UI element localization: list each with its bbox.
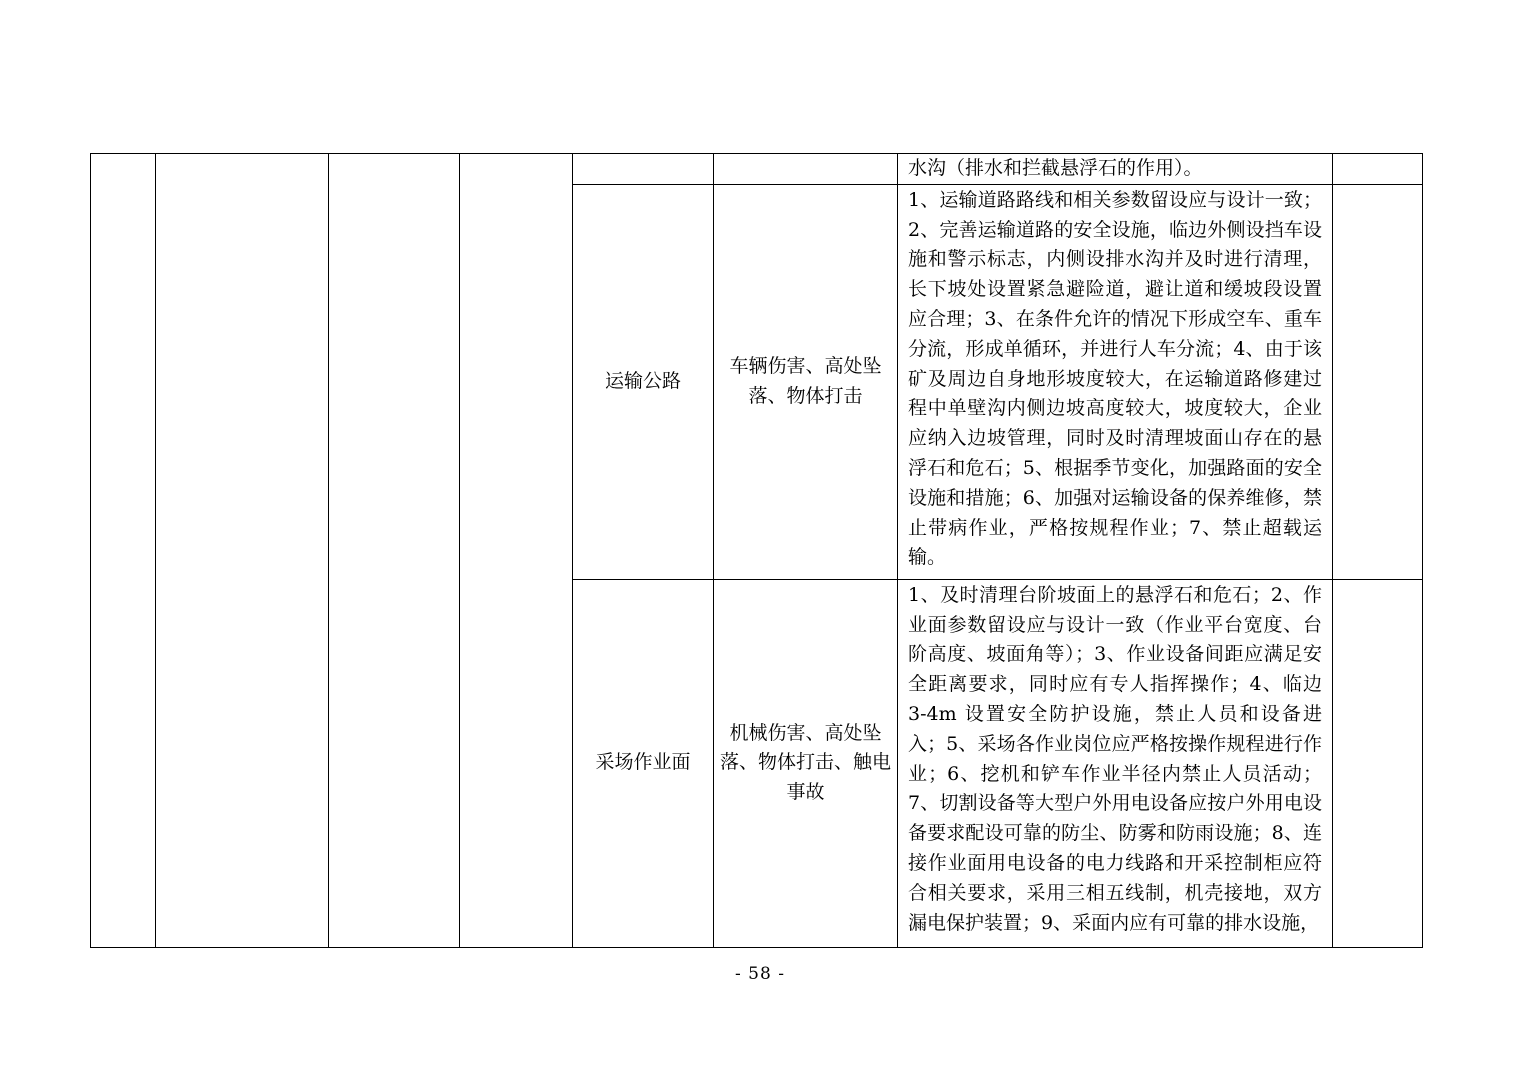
remarks-cell [1333,154,1423,185]
measures-cell: 水沟（排水和拦截悬浮石的作用）。 [898,154,1333,185]
table-cell-col4 [460,154,573,948]
page-number: - 58 - [735,964,785,984]
measures-cell: 1、运输道路路线和相关参数留设应与设计一致；2、完善运输道路的安全设施，临边外侧设挡车设施和警示标志，内侧设排水沟并及时进行清理，长下坡处设置紧急避险道，避让道和缓坡段设置应合理；3、在条件允许的情况下形成空车、重车分流，形成单循环，并进行人车分流；4、由于该矿及周边自身地形坡度较大，在运输道路修建过程中单壁沟内侧边坡高度较大，坡度较大，企业应纳入边坡管理，同时及时清理坡面山存在的悬浮石和危石；5、根据季节变化，加强路面的安全设施和措施；6、加强对运输设备的保养维修，禁止带病作业，严格按规程作业；7、禁止超载运输。 [898,184,1333,579]
table-cell-col2 [156,154,329,948]
table-cell-col3 [329,154,460,948]
remarks-cell [1333,184,1423,579]
table-row [91,154,1423,185]
area-cell: 采场作业面 [573,579,714,947]
remarks-cell [1333,579,1423,947]
hazard-cell [714,154,898,185]
measures-cell: 1、及时清理台阶坡面上的悬浮石和危石；2、作业面参数留设应与设计一致（作业平台宽度、台阶高度、坡面角等）；3、作业设备间距应满足安全距离要求，同时应有专人指挥操作；4、临边 3-4m 设置安全防护设施，禁止人员和设备进入；5、采场各作业岗位应严格按操作规程进行作业；6、挖机和铲车作业半径内禁止人员活动；7、切割设备等大型户外用电设备应按户外用电设备要求配设可靠的防尘、防雾和防雨设施；8、连接作业面用电设备的电力线路和开采控制柜应符合相关要求，采用三相五线制，机壳接地，双方漏电保护装置；9、采面内应有可靠的排水设施， [898,579,1333,947]
hazard-cell: 机械伤害、高处坠落、物体打击、触电事故 [714,579,898,947]
area-cell [573,154,714,185]
hazard-control-table [90,153,1423,948]
hazard-cell: 车辆伤害、高处坠落、物体打击 [714,184,898,579]
table-cell-col1 [91,154,156,948]
area-cell: 运输公路 [573,184,714,579]
